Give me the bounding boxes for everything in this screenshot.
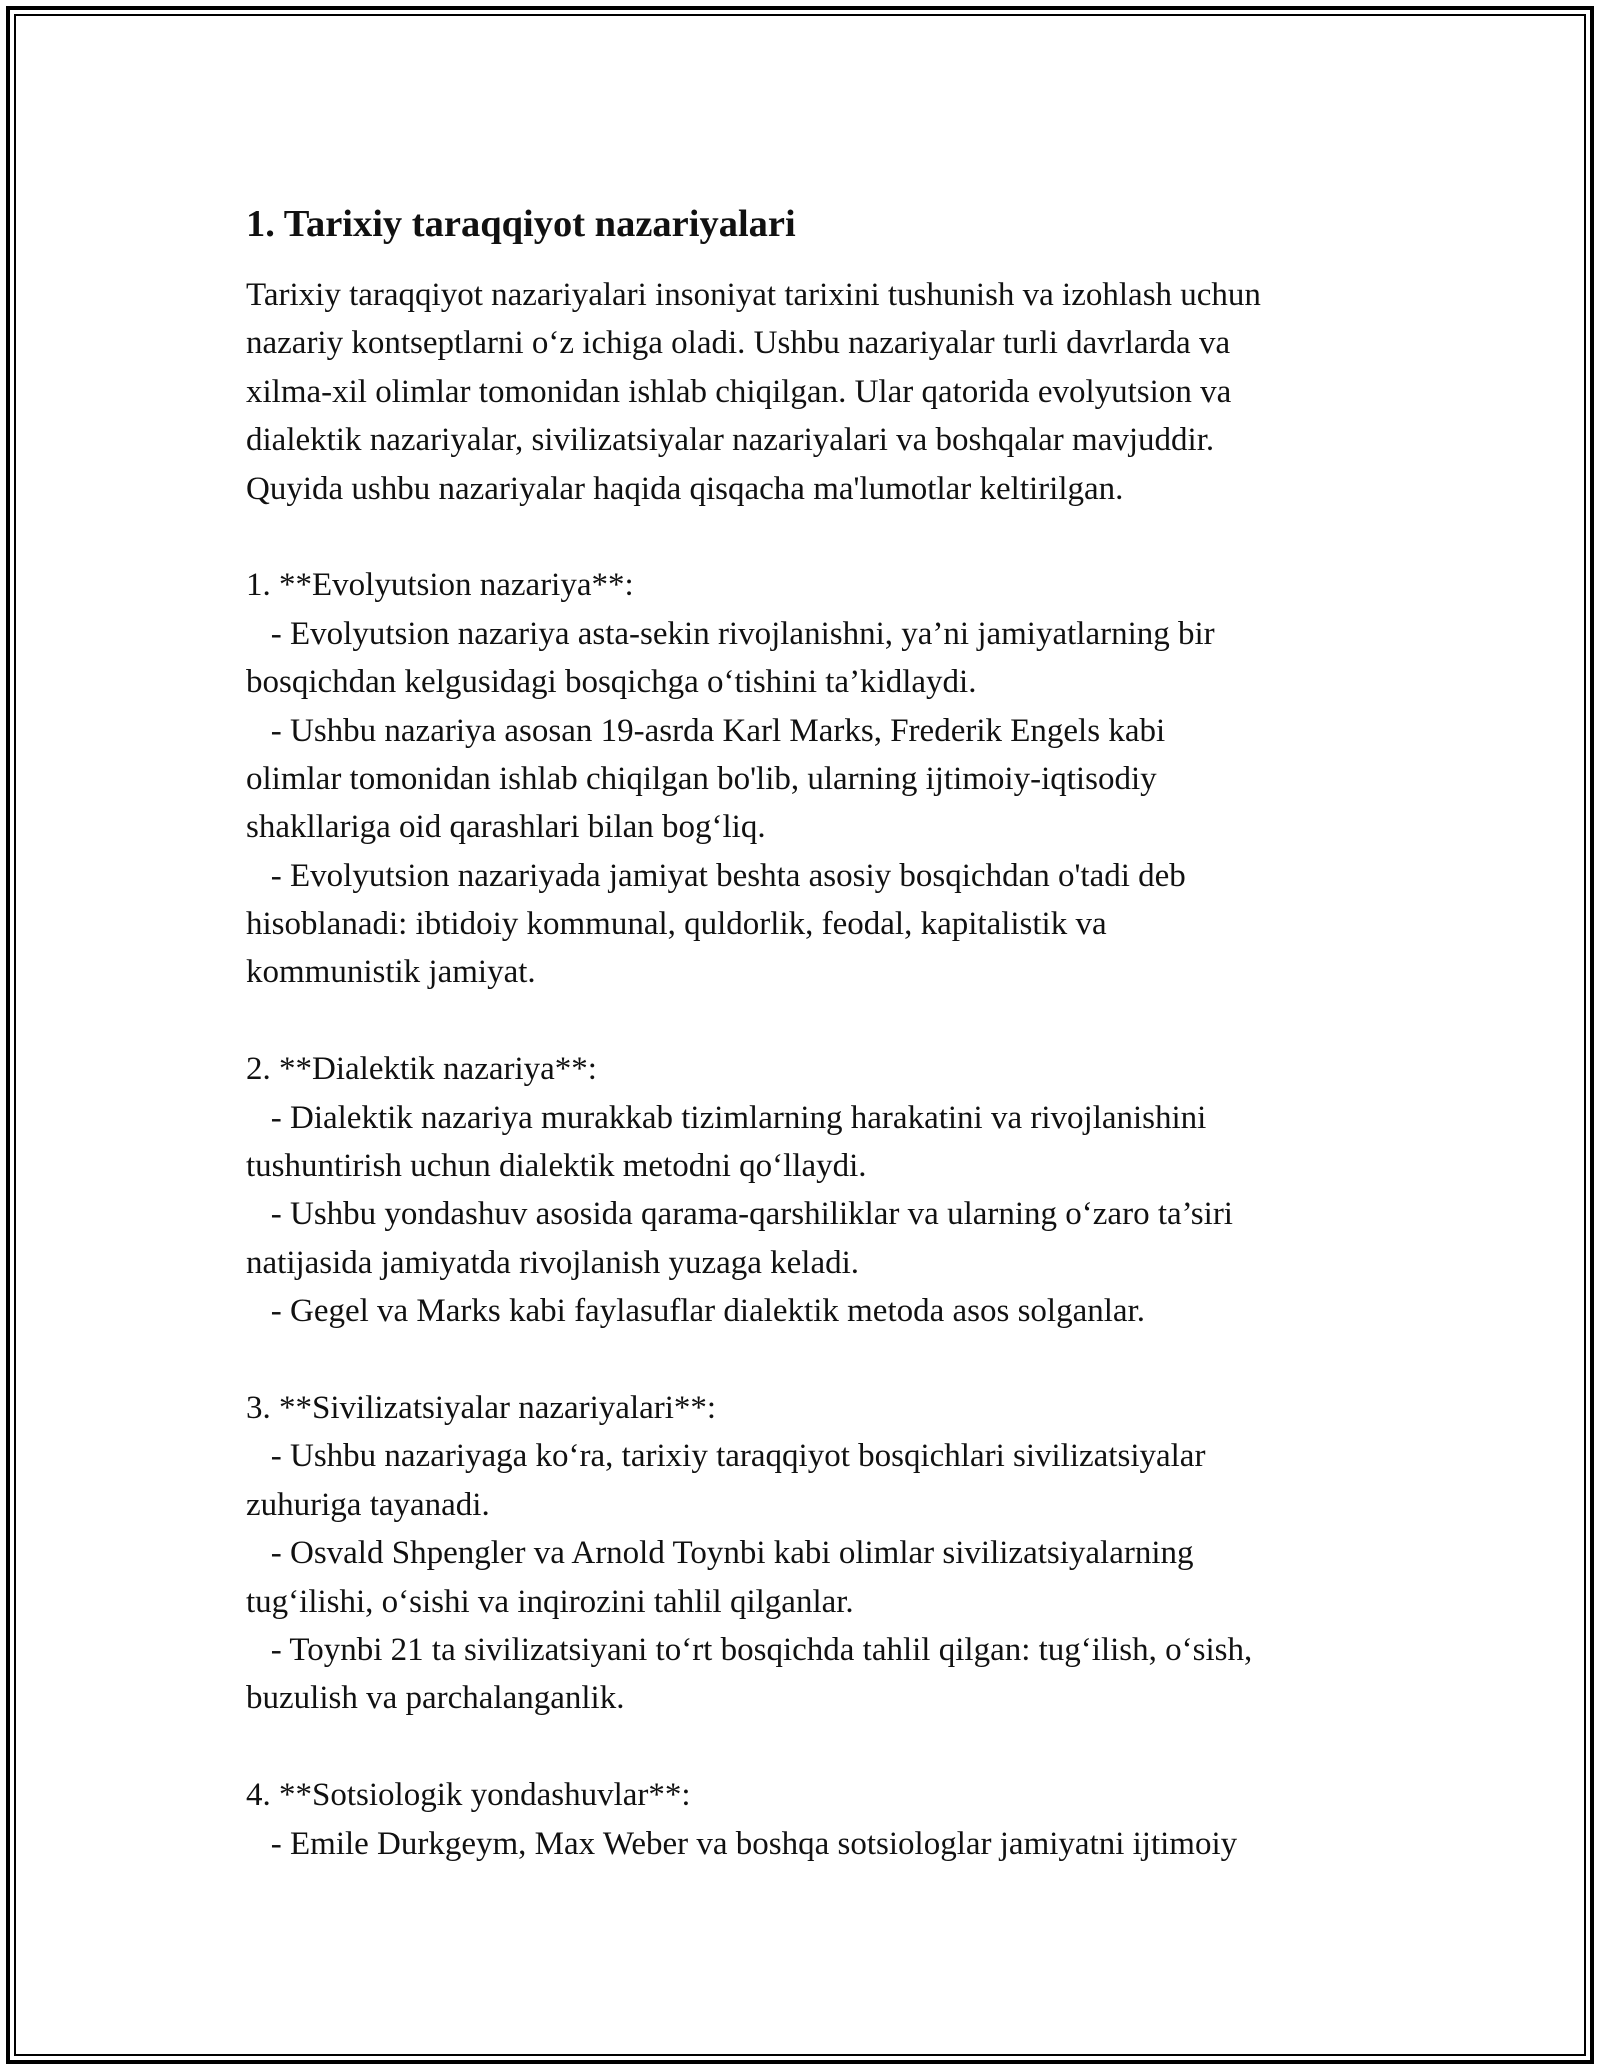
text-line: olimlar tomonidan ishlab chiqilgan bo'lib, ularning ijtimoiy-iqtisodiy (246, 760, 1157, 797)
paragraph-gap (246, 1723, 1406, 1771)
text-line: - Toynbi 21 ta sivilizatsiyani to‘rt bosqichda tahlil qilgan: tug‘ilish, o‘sish, (246, 1631, 1253, 1668)
text-line: - Dialektik nazariya murakkab tizimlarning harakatini va rivojlanishini (246, 1099, 1207, 1136)
text-line: - Osvald Shpengler va Arnold Toynbi kabi olimlar sivilizatsiyalarning (246, 1535, 1194, 1572)
section-civilizations (246, 1384, 1406, 1723)
text-line: kommunistik jamiyat. (246, 954, 536, 991)
text-line: buzulish va parchalanganlik. (246, 1680, 625, 1717)
text-line: nazariy kontseptlarni o‘z ichiga oladi. Ushbu nazariyalar turli davrlarda va (246, 325, 1231, 362)
section-evolutionary (246, 561, 1406, 997)
section-heading: 4. **Sotsiologik yondashuvlar**: (246, 1777, 691, 1814)
text-line: Quyida ushbu nazariyalar haqida qisqacha ma'lumotlar keltirilgan. (246, 470, 1124, 507)
text-line: - Gegel va Marks kabi faylasuflar dialektik metoda asos solganlar. (246, 1293, 1145, 1330)
section-sociological (246, 1771, 1406, 1868)
text-line: hisoblanadi: ibtidoiy kommunal, quldorlik, feodal, kapitalistik va (246, 906, 1107, 943)
text-line: tushuntirish uchun dialektik metodni qo‘llaydi. (246, 1148, 867, 1185)
page-title: 1. Tarixiy taraqqiyot nazariyalari (246, 203, 796, 245)
text-line: zuhuriga tayanadi. (246, 1486, 490, 1523)
text-line: - Evolyutsion nazariya asta-sekin rivojlanishni, ya’ni jamiyatlarning bir (246, 615, 1215, 652)
text-line: Tarixiy taraqqiyot nazariyalari insoniyat tarixini tushunish va izohlash uchun (246, 277, 1261, 313)
paragraph-gap (246, 513, 1406, 561)
section-heading: 3. **Sivilizatsiyalar nazariyalari**: (246, 1389, 717, 1426)
intro-paragraph (246, 271, 1406, 513)
text-line: - Emile Durkgeym, Max Weber va boshqa sotsiologlar jamiyatni ijtimoiy (246, 1825, 1238, 1862)
paragraph-gap (246, 997, 1406, 1045)
text-line: - Ushbu yondashuv asosida qarama-qarshiliklar va ularning o‘zaro ta’siri (246, 1196, 1233, 1233)
section-heading: 2. **Dialektik nazariya**: (246, 1051, 597, 1088)
text-line: bosqichdan kelgusidagi bosqichga o‘tishini ta’kidlaydi. (246, 664, 977, 701)
paragraph-gap (246, 1336, 1406, 1384)
text-line: tug‘ilishi, o‘sishi va inqirozini tahlil qilganlar. (246, 1583, 854, 1620)
text-line: - Evolyutsion nazariyada jamiyat beshta asosiy bosqichdan o'tadi deb (246, 857, 1186, 894)
text-line: - Ushbu nazariya asosan 19-asrda Karl Marks, Frederik Engels kabi (246, 712, 1166, 749)
text-line: shakllariga oid qarashlari bilan bog‘liq. (246, 809, 766, 846)
section-dialectical (246, 1045, 1406, 1335)
text-line: dialektik nazariyalar, sivilizatsiyalar nazariyalari va boshqalar mavjuddir. (246, 422, 1215, 459)
text-line: - Ushbu nazariyaga ko‘ra, tarixiy taraqqiyot bosqichlari sivilizatsiyalar (246, 1438, 1206, 1475)
text-line: xilma-xil olimlar tomonidan ishlab chiqilgan. Ular qatorida evolyutsion va (246, 373, 1232, 410)
document-body (246, 200, 1406, 1868)
section-heading: 1. **Evolyutsion nazariya**: (246, 567, 634, 604)
text-line: natijasida jamiyatda rivojlanish yuzaga keladi. (246, 1244, 860, 1281)
page-frame (6, 6, 1594, 2064)
